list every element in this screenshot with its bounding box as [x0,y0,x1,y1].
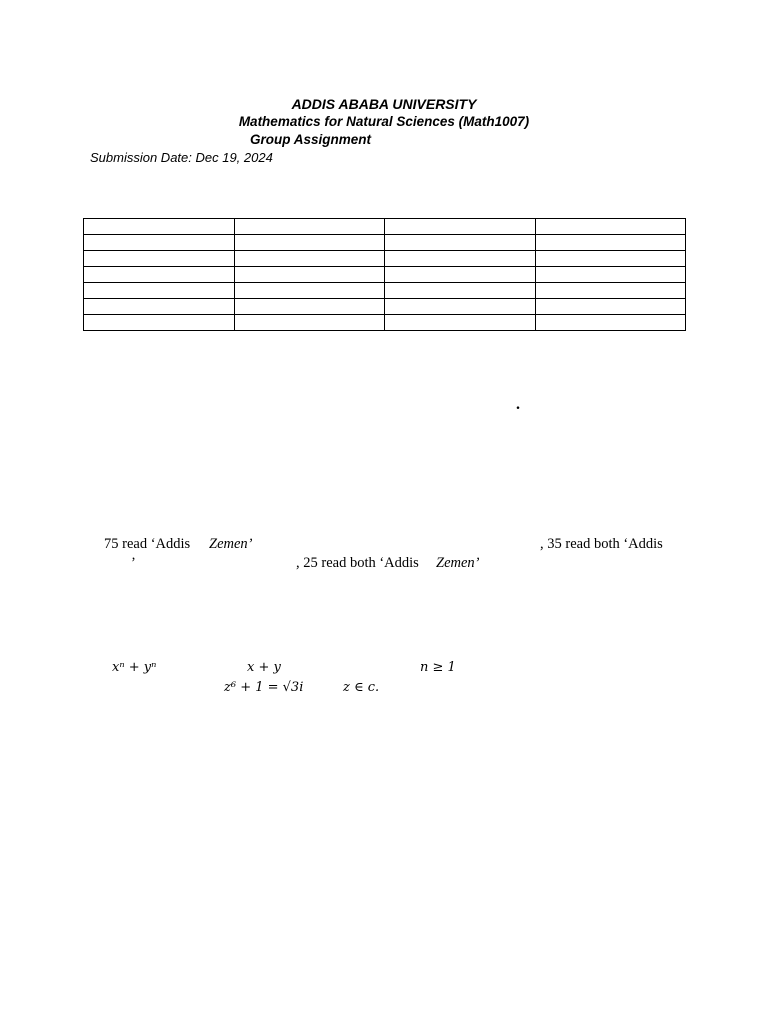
table-row [84,267,686,283]
university-title: ADDIS ABABA UNIVERSITY [291,96,477,112]
table-row [84,299,686,315]
table-row [84,251,686,267]
course-title: Mathematics for Natural Sciences (Math1007) [238,114,530,129]
question-text-fragment: Zemen’ [436,555,480,571]
table-row [84,219,686,235]
table-cell [385,283,536,299]
table-cell [234,219,385,235]
question-text-fragment: , 35 read both ‘Addis [540,536,663,552]
table-cell [535,283,686,299]
math-expression: z ∈ c. [343,680,380,695]
table-cell [84,283,235,299]
table-row [84,315,686,331]
table-row [84,283,686,299]
question-text-fragment: Zemen’ [209,536,253,552]
table-cell [535,235,686,251]
table-cell [385,267,536,283]
table-cell [234,251,385,267]
table-cell [385,219,536,235]
table-cell [234,283,385,299]
table-cell [535,299,686,315]
table-cell [535,251,686,267]
math-expression: xⁿ + yⁿ [112,660,157,675]
group-members-table [83,218,686,331]
table-cell [535,315,686,331]
table-cell [84,315,235,331]
math-expression: n ≥ 1 [420,660,456,675]
table-cell [385,299,536,315]
table-cell [84,219,235,235]
table-cell [385,251,536,267]
table-cell [535,219,686,235]
stray-period: . [516,396,520,413]
table-cell [234,267,385,283]
table-cell [535,267,686,283]
question-text-fragment: , 25 read both ‘Addis [296,555,419,571]
table-cell [234,315,385,331]
question-text-fragment: ’ [131,555,136,571]
math-expression: z⁶ + 1 = √3i [224,680,304,695]
assignment-title: Group Assignment [250,132,372,147]
submission-date: Submission Date: Dec 19, 2024 [90,150,273,165]
question-text-fragment: 75 read ‘Addis [104,536,191,552]
table-cell [234,299,385,315]
table-cell [385,235,536,251]
table-cell [234,235,385,251]
math-expression: x + y [247,660,281,675]
table-cell [84,267,235,283]
table-row [84,235,686,251]
table-cell [385,315,536,331]
table-cell [84,251,235,267]
table-cell [84,299,235,315]
table-cell [84,235,235,251]
